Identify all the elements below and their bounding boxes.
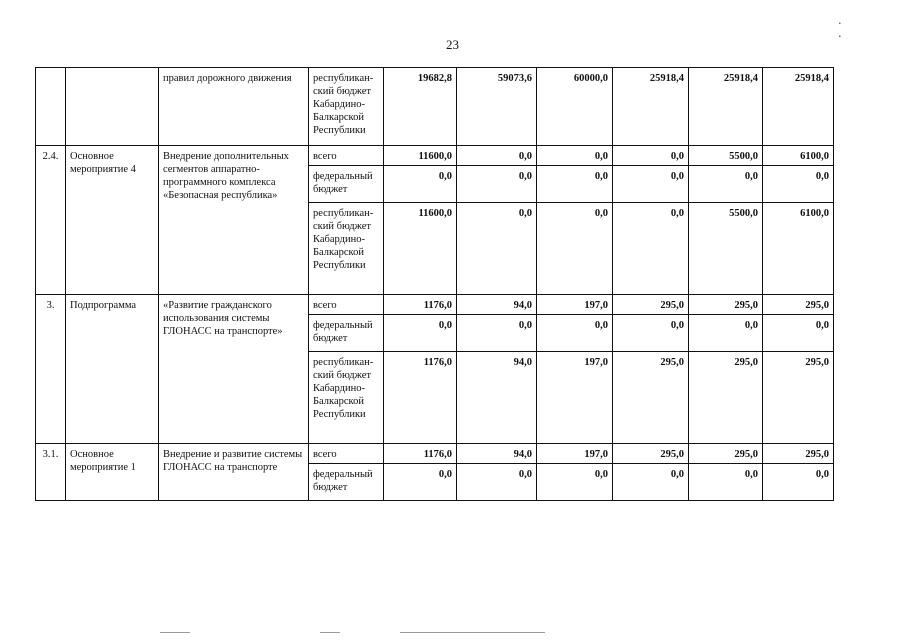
funding-source: федеральный бюджет [309,464,384,501]
amount-cell: 94,0 [457,352,537,444]
amount-cell: 295,0 [613,444,689,464]
row-number [36,68,66,146]
amount-cell: 0,0 [689,166,763,203]
amount-cell: 25918,4 [613,68,689,146]
funding-source: республикан-ский бюджет Кабардино-Балкарской Республики [309,68,384,146]
row-type: Подпрограмма [66,295,159,444]
amount-cell: 295,0 [613,352,689,444]
amount-cell: 0,0 [537,146,613,166]
table-row [36,68,834,146]
row-type [66,68,159,146]
scan-marks: ․ ․ [838,15,866,40]
table-row [36,295,834,315]
amount-cell: 5500,0 [689,146,763,166]
amount-cell: 0,0 [457,203,537,295]
amount-cell: 0,0 [384,315,457,352]
amount-cell: 1176,0 [384,295,457,315]
amount-cell: 0,0 [457,315,537,352]
amount-cell: 94,0 [457,295,537,315]
amount-cell: 0,0 [457,146,537,166]
amount-cell: 295,0 [689,444,763,464]
amount-cell: 6100,0 [763,146,834,166]
amount-cell: 0,0 [384,166,457,203]
amount-cell: 19682,8 [384,68,457,146]
row-type: Основное мероприятие 4 [66,146,159,295]
amount-cell: 0,0 [537,166,613,203]
budget-table-body [36,68,834,501]
amount-cell: 0,0 [537,464,613,501]
amount-cell: 0,0 [613,464,689,501]
amount-cell: 0,0 [689,464,763,501]
amount-cell: 0,0 [457,464,537,501]
funding-source: федеральный бюджет [309,315,384,352]
funding-source: федеральный бюджет [309,166,384,203]
amount-cell: 25918,4 [689,68,763,146]
amount-cell: 295,0 [763,352,834,444]
row-number: 3. [36,295,66,444]
amount-cell: 11600,0 [384,146,457,166]
amount-cell: 94,0 [457,444,537,464]
table-row [36,146,834,166]
amount-cell: 25918,4 [763,68,834,146]
amount-cell: 0,0 [384,464,457,501]
amount-cell: 0,0 [613,315,689,352]
amount-cell: 197,0 [537,352,613,444]
row-name: правил дорожного движения [159,68,309,146]
amount-cell: 59073,6 [457,68,537,146]
amount-cell: 0,0 [689,315,763,352]
amount-cell: 1176,0 [384,352,457,444]
page-number: 23 [446,37,459,52]
amount-cell: 197,0 [537,295,613,315]
funding-source: всего [309,146,384,166]
scan-artifact-lines [0,632,905,636]
amount-cell: 295,0 [763,444,834,464]
amount-cell: 6100,0 [763,203,834,295]
amount-cell: 11600,0 [384,203,457,295]
table-row [36,444,834,464]
budget-table [35,67,834,501]
row-type: Основное мероприятие 1 [66,444,159,501]
amount-cell: 0,0 [613,203,689,295]
amount-cell: 5500,0 [689,203,763,295]
amount-cell: 0,0 [763,166,834,203]
row-number: 2.4. [36,146,66,295]
row-name: «Развитие гражданского использования системы ГЛОНАСС на транспорте» [159,295,309,444]
row-name: Внедрение и развитие системы ГЛОНАСС на транспорте [159,444,309,501]
funding-source: всего [309,295,384,315]
amount-cell: 295,0 [689,295,763,315]
amount-cell: 0,0 [457,166,537,203]
funding-source: республикан-ский бюджет Кабардино-Балкарской Республики [309,352,384,444]
amount-cell: 1176,0 [384,444,457,464]
amount-cell: 0,0 [763,464,834,501]
amount-cell: 295,0 [763,295,834,315]
funding-source: республикан-ский бюджет Кабардино-Балкарской Республики [309,203,384,295]
amount-cell: 0,0 [763,315,834,352]
funding-source: всего [309,444,384,464]
amount-cell: 0,0 [537,203,613,295]
row-number: 3.1. [36,444,66,501]
amount-cell: 60000,0 [537,68,613,146]
amount-cell: 0,0 [613,166,689,203]
row-name: Внедрение дополнительных сегментов аппаратно-программного комплекса «Безопасная республика» [159,146,309,295]
amount-cell: 0,0 [613,146,689,166]
amount-cell: 295,0 [689,352,763,444]
amount-cell: 295,0 [613,295,689,315]
amount-cell: 0,0 [537,315,613,352]
amount-cell: 197,0 [537,444,613,464]
